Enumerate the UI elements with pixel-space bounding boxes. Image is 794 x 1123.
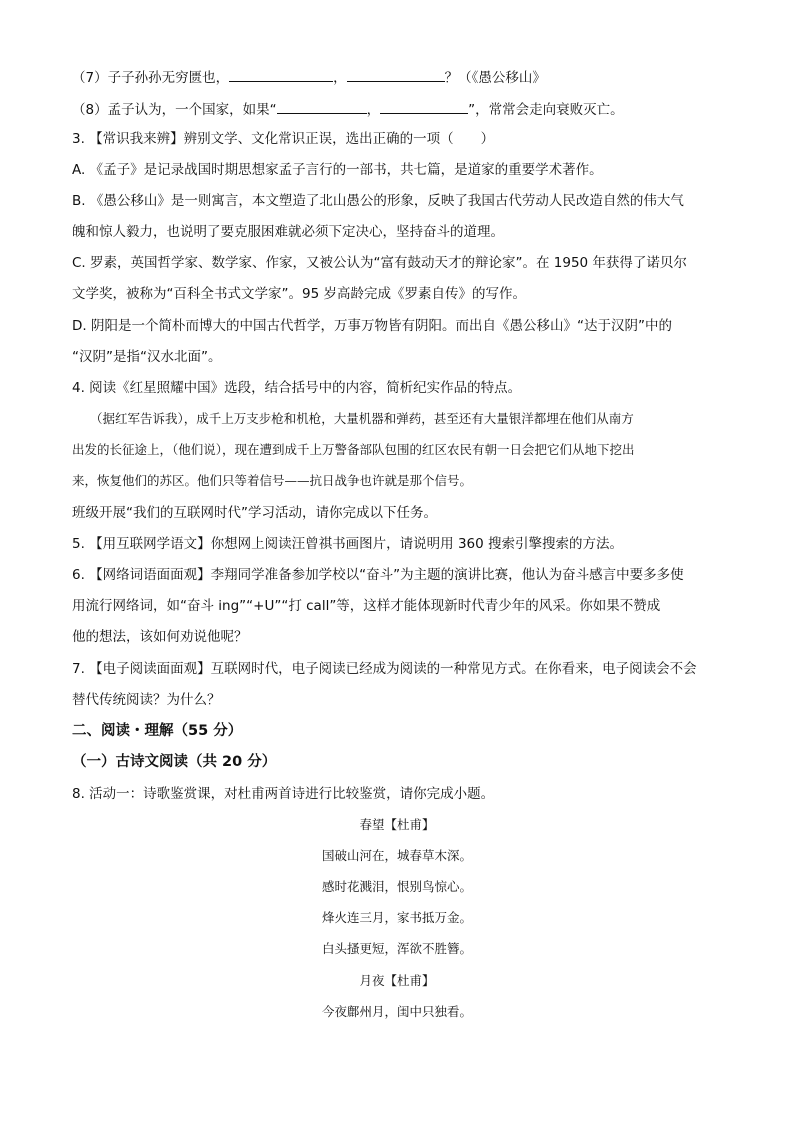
question-6-line2: 用流行网络词，如“奋斗 ing”“+U”“打 call”等，这样才能体现新时代青少年的风采。你如果不赞成 [72, 598, 661, 614]
question-5: 5. 【用互联网学语文】你想网上阅读汪曾祺书画图片，请说明用 360 搜索引擎搜索的方法。 [72, 536, 624, 552]
answer-blank[interactable] [277, 98, 367, 114]
excerpt-line2: 出发的长征途上，（他们说），现在遭到成千上万警备部队包围的红区农民有朝一日会把它们从地下挖出 [72, 442, 635, 457]
q8-mid: ， [366, 102, 381, 118]
q7-prefix: （7）子子孙孙无穷匮也， [72, 70, 230, 86]
activity-intro: 班级开展“我们的互联网时代”学习活动，请你完成以下任务。 [72, 505, 437, 521]
poem-line: 今夜鄜州月，闺中只独看。 [321, 1004, 472, 1019]
poem-title: 月夜【杜甫】 [359, 973, 435, 988]
answer-blank[interactable] [229, 66, 333, 82]
poem-line: 烽火连三月，家书抵万金。 [321, 910, 472, 925]
q8-suffix: ”，常常会走向衰败灭亡。 [468, 102, 624, 118]
option-c-line2: 文学奖，被称为“百科全书式文学家”。95 岁高龄完成《罗素自传》的写作。 [72, 286, 526, 302]
option-b-line1: B. 《愚公移山》是一则寓言，本文塑造了北山愚公的形象，反映了我国古代劳动人民改造自然的伟大气 [72, 193, 684, 209]
option-d-line1: D. 阴阳是一个简朴而博大的中国古代哲学，万事万物皆有阴阳。而出自《愚公移山》“达于汉阴”中的 [72, 318, 672, 334]
q7-mid: ， [333, 70, 347, 86]
answer-blank[interactable] [380, 98, 468, 114]
poem-line: 国破山河在，城春草木深。 [321, 848, 472, 863]
option-a: A. 《孟子》是记录战国时期思想家孟子言行的一部书，共七篇，是道家的重要学术著作。 [72, 162, 603, 178]
answer-blank[interactable] [347, 66, 445, 82]
section-heading: 二、阅读・理解（55 分） [72, 723, 243, 739]
question-7-line2: 替代传统阅读？为什么？ [72, 692, 221, 708]
q8-prefix: （8）孟子认为，一个国家，如果“ [72, 102, 277, 118]
option-c-line1: C. 罗素，英国哲学家、数学家、作家，又被公认为“富有鼓动天才的辩论家”。在 1950 年获得了诺贝尔 [72, 255, 687, 271]
option-d-line2: “汉阴”是指“汉水北面”。 [72, 349, 222, 365]
q7-suffix: ？（《愚公移山》 [444, 70, 546, 86]
question-3-stem: 3. 【常识我来辨】辨别文学、文化常识正误，选出正确的一项（ ） [72, 131, 495, 147]
question-6-line3: 他的想法，该如何劝说他呢？ [72, 629, 248, 645]
question-7-fill [72, 66, 546, 88]
question-6-line1: 6. 【网络词语面面观】李翔同学准备参加学校以“奋斗”为主题的演讲比赛，他认为奋斗感言中要多多使 [72, 567, 684, 583]
excerpt-line1: （据红军告诉我），成千上万支步枪和机枪，大量机器和弹药，甚至还有大量银洋都埋在他们从南方 [90, 411, 634, 426]
poem-line: 感时花溅泪，恨别鸟惊心。 [321, 879, 472, 894]
question-4-stem: 4. 阅读《红星照耀中国》选段，结合括号中的内容，简析纪实作品的特点。 [72, 380, 522, 396]
question-8-fill [72, 98, 624, 120]
question-8-stem: 8. 活动一：诗歌鉴赏课，对杜甫两首诗进行比较鉴赏，请你完成小题。 [72, 786, 495, 802]
question-7-line1: 7. 【电子阅读面面观】互联网时代，电子阅读已经成为阅读的一种常见方式。在你看来，电子阅读会不会 [72, 661, 697, 677]
excerpt-line3: 来，恢复他们的苏区。他们只等着信号——抗日战争也许就是那个信号。 [72, 473, 473, 488]
option-b-line2: 魄和惊人毅力，也说明了要克服困难就必须下定决心，坚持奋斗的道理。 [72, 224, 504, 240]
poem-title: 春望【杜甫】 [359, 817, 435, 832]
poem-line: 白头搔更短，浑欲不胜簪。 [321, 941, 472, 956]
subsection-heading: （一）古诗文阅读（共 20 分） [72, 754, 277, 770]
